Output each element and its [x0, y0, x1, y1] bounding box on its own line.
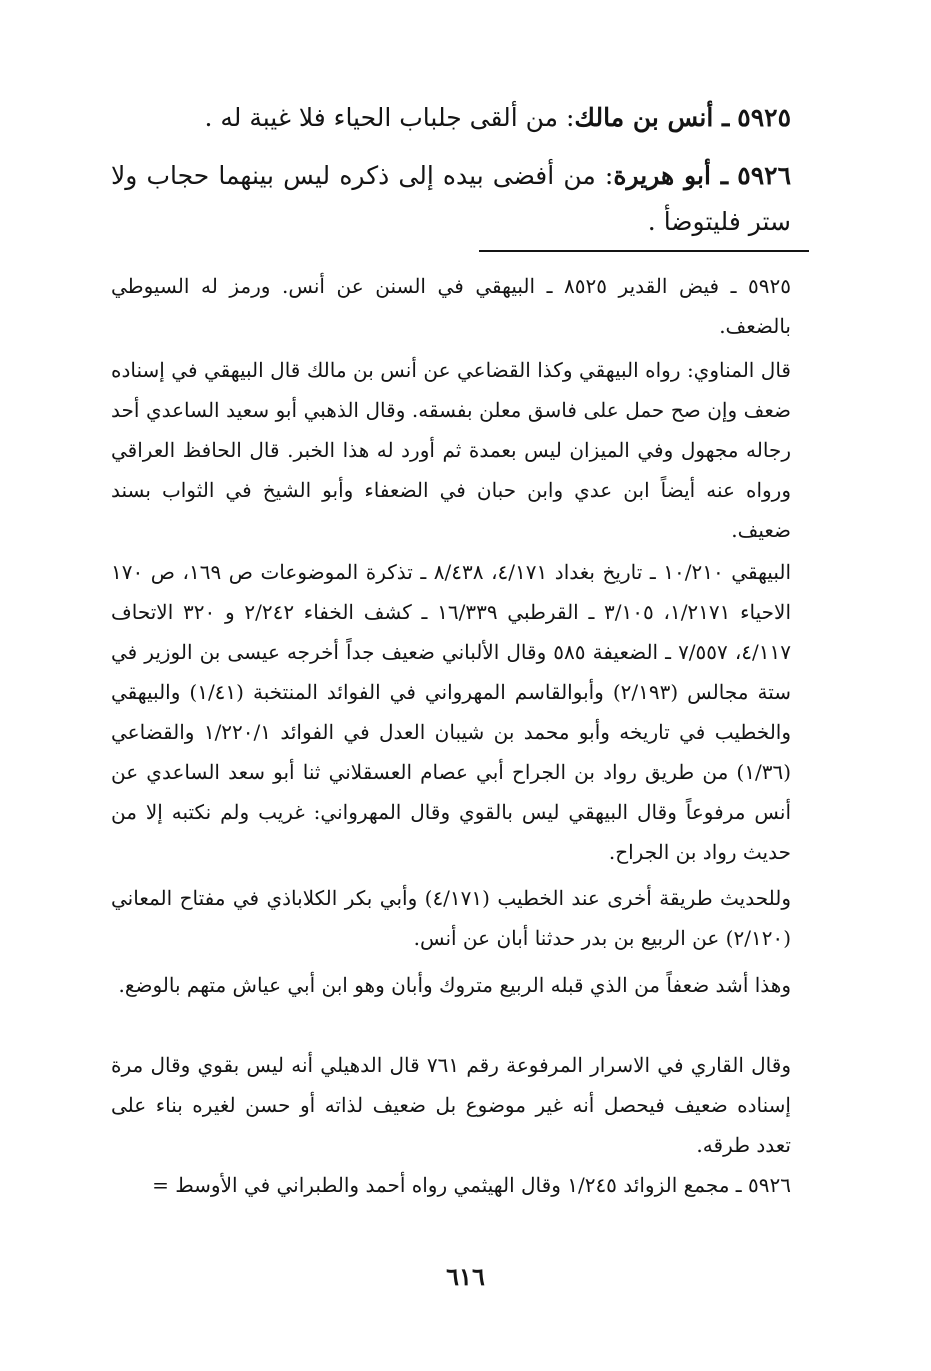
footnote-paragraph: ٥٩٢٥ ـ فيض القدير ٨٥٢٥ ـ البيهقي في السنن عن أنس. ورمز له السيوطي بالضعف.	[111, 274, 791, 338]
hadith-5925	[111, 95, 791, 141]
colon: :	[595, 161, 614, 190]
hadith-5926	[111, 153, 791, 245]
footnote-paragraph: وهذا أشد ضعفاً من الذي قبله الربيع متروك وأبان وهو ابن أبي عياش متهم بالوضع.	[118, 973, 791, 997]
hadith-narrator: أبو هريرة	[613, 161, 711, 190]
footnote-paragraph: قال المناوي: رواه البيهقي وكذا القضاعي عن أنس بن مالك قال البيهقي في إسناده ضعف وإن صح حمل على فاسق معلن بفسقه. وقال الذهبي أبو سعيد الساعدي أحد رجاله مجهول وفي الميزان ليس بعمدة ثم أورد له هذا الخبر. قال الحافظ العراقي ورواه عنه أيضاً ابن عدي وابن حبان في الضعفاء وأبو الشيخ في الثواب بسند ضعيف.	[111, 358, 791, 542]
hadith-text: من أفضى بيده إلى ذكره ليس بينهما حجاب ولا ستر فليتوضأ .	[111, 161, 791, 236]
footnote-divider	[479, 250, 809, 252]
page-number: ٦١٦	[446, 1262, 485, 1291]
footnote-paragraph: وقال القاري في الاسرار المرفوعة رقم ٧٦١ قال الدهيلي أنه ليس بقوي وقال مرة إسناده ضعيف فيحصل أنه غير موضوع بل ضعيف لذاته أو حسن لغيره بناء على تعدد طرقه.	[111, 1053, 791, 1157]
hadith-number: ٥٩٢٦	[737, 161, 792, 190]
dash: ـ	[710, 161, 729, 190]
footnote-paragraph: وللحديث طريقة أخرى عند الخطيب (٤/١٧١) وأبي بكر الكلاباذي في مفتاح المعاني (٢/١٢٠) عن الربيع بن بدر حدثنا أبان عن أنس.	[111, 886, 792, 950]
footnote-paragraph: ٥٩٢٦ ـ مجمع الزوائد ١/٢٤٥ وقال الهيثمي رواه أحمد والطبراني في الأوسط =	[152, 1173, 791, 1197]
hadith-number: ٥٩٢٥	[737, 103, 791, 132]
dash: ـ	[713, 103, 730, 132]
colon: :	[558, 103, 575, 132]
hadith-narrator: أنس بن مالك	[574, 103, 714, 132]
footnote-paragraph: البيهقي ١٠/٢١٠ ـ تاريخ بغداد ٤/١٧١، ٨/٤٣٨ ـ تذكرة الموضوعات ص ١٦٩، ص ١٧٠ الاحياء ١/٢١٧١، ٣/١٠٥ ـ القرطبي ١٦/٣٣٩ ـ كشف الخفاء ٢/٢٤٢ و ٣٢٠ الاتحاف ٤/١١٧، ٧/٥٥٧ ـ الضعيفة ٥٨٥ وقال الألباني ضعيف جداً أخرجه عيسى بن الوزير في ستة مجالس (٢/١٩٣) وأبوالقاسم المهرواني في الفوائد المنتخبة (١/٤١) والبيهقي والخطيب في تاريخه وأبو محمد بن شيبان العدل في الفوائد ١/٢٢٠/١ والقضاعي (١/٣٦) من طريق رواد بن الجراح أبي عصام العسقلاني ثنا أبو سعد الساعدي عن أنس مرفوعاً وقال البيهقي ليس بالقوي وقال المهرواني: غريب ولم نكتبه إلا من حديث رواد بن الجراح.	[111, 560, 792, 864]
hadith-text: من ألقى جلباب الحياء فلا غيبة له .	[204, 103, 559, 132]
